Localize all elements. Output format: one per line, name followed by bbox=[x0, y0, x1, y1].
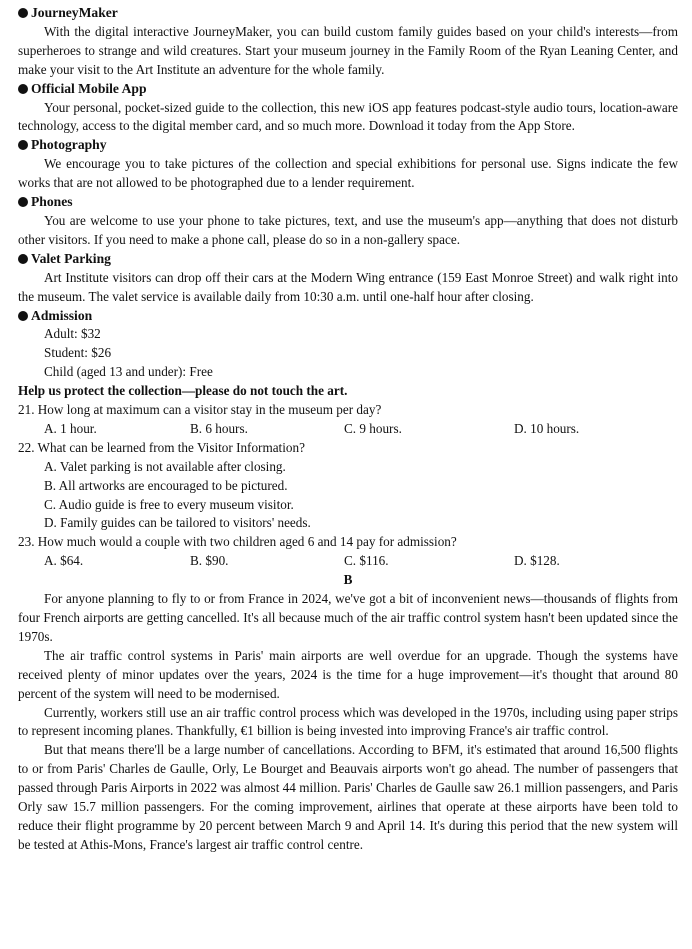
mobile-app-section bbox=[18, 80, 678, 137]
section-text: We encourage you to take pictures of the collection and special exhibitions for personal use. Signs indicate the few works that are not allowed to be photographed due to a lender requirement. bbox=[18, 156, 678, 191]
journeymaker-section bbox=[18, 4, 678, 80]
section-heading: JourneyMaker bbox=[18, 4, 678, 23]
section-heading: Valet Parking bbox=[18, 250, 678, 269]
option-b: B. $90. bbox=[190, 553, 229, 569]
bullet-icon bbox=[18, 140, 28, 150]
section-text: You are welcome to use your phone to take pictures, text, and use the museum's app—anything that does not disturb other visitors. If you need to make a phone call, please do so in a non-gallery space. bbox=[18, 212, 678, 247]
question-stem: 21. How long at maximum can a visitor stay in the museum per day? bbox=[18, 402, 382, 418]
option-row bbox=[18, 552, 678, 571]
option-a: A. 1 hour. bbox=[44, 420, 97, 436]
bullet-icon bbox=[18, 311, 28, 321]
passage-b-paragraph-4: But that means there'll be a large number of cancellations. According to BFM, it's estimated that around 16,500 flights to or from Paris' Charles de Gaulle, Orly, Le Bourget and Beauvais airports won't go ahead. The number of passengers that passed through Paris Airports in 2022 was almost 44 million. Paris' Charles de Gaulle saw 26.1 million passengers, and Paris Orly saw 15.7 million passengers. For the coming improvement, airlines that operate at these airports have been told to reduce their flight programme by 20 percent between March 9 and April 14. It's during this period that the new system will be tested at Athis-Mons, France's largest air traffic control centre. bbox=[18, 742, 678, 852]
section-text: Art Institute visitors can drop off their cars at the Modern Wing entrance (159 East Monroe Street) and walk right into the museum. The valet service is available daily from 10:30 a.m. until one-half hour after closing. bbox=[18, 269, 678, 304]
option-c: C. $116. bbox=[344, 553, 389, 569]
question-22 bbox=[18, 439, 678, 534]
passage-b-paragraph-1: For anyone planning to fly to or from France in 2024, we've got a bit of inconvenient news—thousands of flights from four French airports are getting cancelled. It's all because much of the air traffic control system hasn't been updated since the 1970s. bbox=[18, 591, 678, 644]
passage-b-paragraph-3: Currently, workers still use an air traffic control process which was developed in the 1970s, including using paper strips to represent incoming planes. Thankfully, €1 billion is being invested into improving France's air traffic control. bbox=[18, 704, 678, 739]
price-child: Child (aged 13 and under): Free bbox=[44, 364, 213, 380]
section-text: With the digital interactive JourneyMaker, you can build custom family guides based on your child's interests—from superheroes to strange and wild creatures. Start your museum journey in the Family Room of the Ryan Leaning Center, and make your visit to the Art Institute an adventure for the whole family. bbox=[18, 23, 678, 77]
question-23 bbox=[18, 533, 678, 571]
notice-text: Help us protect the collection—please do not touch the art. bbox=[18, 383, 348, 399]
passage-b-paragraph-2: The air traffic control systems in Paris' main airports are well overdue for an upgrade. Though the systems have received plenty of minor updates over the years, 2024 is the time for a huge improvement—it's thought that around 80 percent of the system will need to be modernised. bbox=[18, 647, 678, 701]
option-b: B. 6 hours. bbox=[190, 420, 248, 436]
section-heading: Photography bbox=[18, 136, 678, 155]
section-heading: Admission bbox=[18, 307, 678, 326]
question-21 bbox=[18, 401, 678, 439]
option-d: D. $128. bbox=[514, 553, 560, 569]
option-c: C. Audio guide is free to every museum visitor. bbox=[44, 496, 294, 512]
question-stem: 22. What can be learned from the Visitor Information? bbox=[18, 439, 305, 455]
option-d: D. 10 hours. bbox=[514, 420, 580, 436]
phones-section bbox=[18, 193, 678, 250]
price-student: Student: $26 bbox=[44, 345, 112, 361]
bullet-icon bbox=[18, 84, 28, 94]
question-stem: 23. How much would a couple with two children aged 6 and 14 pay for admission? bbox=[18, 534, 457, 550]
admission-section bbox=[18, 307, 678, 383]
photography-section bbox=[18, 136, 678, 193]
valet-section bbox=[18, 250, 678, 307]
option-d: D. Family guides can be tailored to visitors' needs. bbox=[44, 515, 311, 531]
section-heading: Official Mobile App bbox=[18, 80, 678, 99]
section-heading: Phones bbox=[18, 193, 678, 212]
option-c: C. 9 hours. bbox=[344, 420, 402, 436]
section-text: Your personal, pocket-sized guide to the collection, this new iOS app features podcast-style audio tours, location-aware technology, access to the digital member card, and so much more. Download it today from the App Store. bbox=[18, 99, 678, 134]
bullet-icon bbox=[18, 8, 28, 18]
price-adult: Adult: $32 bbox=[44, 326, 101, 342]
bullet-icon bbox=[18, 197, 28, 207]
option-a: A. Valet parking is not available after closing. bbox=[44, 458, 286, 474]
option-row bbox=[18, 420, 678, 439]
option-b: B. All artworks are encouraged to be pictured. bbox=[44, 477, 288, 493]
bullet-icon bbox=[18, 254, 28, 264]
section-b-label: B bbox=[343, 572, 353, 588]
option-a: A. $64. bbox=[44, 553, 84, 569]
